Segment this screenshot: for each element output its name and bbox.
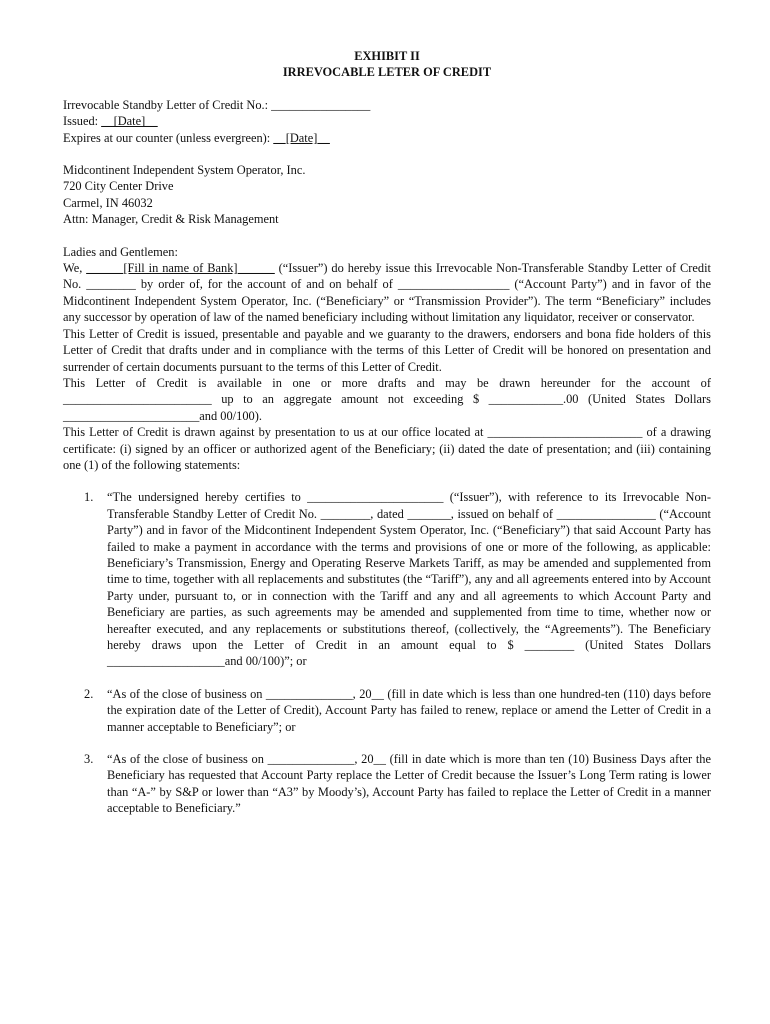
list-item-number: 3.: [84, 752, 94, 767]
issued-label: Issued:: [63, 114, 102, 129]
expires-label: Expires at our counter (unless evergreen):: [63, 130, 274, 145]
paragraph-issuance-text: (“Issuer”) do hereby issue this Irrevocable Non-Transferable Standby Letter of Credit No. ________ by order of, for the account of and on behalf of __________________ (“Account Party”) and in favor of the Midcontinent Independent System Operator, Inc. (“Beneficiary” or “Transmission Provider”). The term “Beneficiary” includes any successor by operation of law of the named beneficiary including without limitation any liquidator, receiver or conservator.: [63, 261, 711, 325]
address-line: Carmel, IN 46032: [63, 195, 153, 210]
list-item: [63, 686, 711, 735]
paragraph-we: We,: [63, 261, 87, 276]
statement-list: [63, 489, 711, 816]
lc-number-blank: ________________: [271, 97, 371, 112]
document-page: [63, 48, 711, 833]
lc-number-label: Irrevocable Standby Letter of Credit No.:: [63, 97, 272, 112]
paragraph-availability: This Letter of Credit is available in one or more drafts and may be drawn hereunder for the account of ________________________ up to an aggregate amount not exceeding $ ____________.00 (United States Dollars ______________________and 00/100).: [63, 375, 711, 423]
expires-date-placeholder: __[Date]__: [273, 130, 330, 145]
address-attention: Attn: Manager, Credit & Risk Management: [63, 212, 279, 227]
salutation: Ladies and Gentlemen:: [63, 244, 178, 259]
address-line: 720 City Center Drive: [63, 179, 174, 194]
list-item: [63, 751, 711, 817]
list-item-text: “As of the close of business on ______________, 20__ (fill in date which is more than ten (10) Business Days after the Beneficiary has requested that Account Party replace the Letter of Credit because the Issuer’s Long Term rating is lower than “A-” by S&P or lower than “A3” by Moody’s), Account Party has failed to replace the Letter of Credit in a manner acceptable to Beneficiary.”: [107, 752, 711, 816]
list-item-text: “As of the close of business on ______________, 20__ (fill in date which is less than one hundred-ten (110) days before the expiration date of the Letter of Credit), Account Party has failed to renew, replace or amend the Letter of Credit in a manner acceptable to Beneficiary”; or: [107, 686, 711, 734]
address-line: Midcontinent Independent System Operator, Inc.: [63, 163, 306, 178]
paragraph-presentation: This Letter of Credit is drawn against by presentation to us at our office located at _________________________ of a drawing certificate: (i) signed by an officer or authorized agent of the Beneficiary; (ii) dated the date of presentation; and (iii) containing one (1) of the following statements:: [63, 425, 711, 472]
paragraph-guaranty: This Letter of Credit is issued, presentable and payable and we guaranty to the drawers, endorsers and bona fide holders of this Letter of Credit that drafts under and in compliance with the terms of this Letter of Credit will be honored on presentation and surrender of certain documents pursuant to the terms of this Letter of Credit.: [63, 326, 711, 374]
issued-line: [63, 113, 711, 129]
list-item-number: 1.: [84, 490, 94, 505]
exhibit-label: EXHIBIT II: [354, 49, 420, 63]
document-title: IRREVOCABLE LETER OF CREDIT: [282, 65, 492, 80]
list-item: [63, 489, 711, 669]
bank-name-placeholder: ______[Fill in name of Bank]______: [86, 261, 275, 276]
recipient-address: [63, 162, 711, 228]
issued-date-placeholder: __[Date]__: [101, 114, 158, 129]
list-item-number: 2.: [84, 686, 94, 701]
expires-line: [63, 130, 711, 146]
letter-meta: [63, 97, 711, 146]
paragraph-issuance: [63, 260, 711, 326]
list-item-text: “The undersigned hereby certifies to ______________________ (“Issuer”), with reference to its Irrevocable Non-Transferable Standby Letter of Credit No. ________, dated _______, issued on behalf of ________________ (“Account Party”) and in favor of the Midcontinent Independent System Operator, Inc. (“Beneficiary”) that said Account Party has failed to make a payment in accordance with the terms and provisions of one or more of the following, as applicable: Beneficiary’s Transmission, Energy and Operating Reserve Markets Tariff, as may be amended and supplemented from time to time, together with all replacements and substitutes (the “Tariff”), any and all agreements entered into by Account Party under, pursuant to, or in connection with the Tariff and any and all agreements to which Account Party and Beneficiary are parties, as such agreements may be amended and supplemented from time to time, whether now or hereafter executed, and any replacements or substitutions thereof, (collectively, the “Agreements”). The Beneficiary hereby draws upon the Letter of Credit in an amount equal to $ ________ (United States Dollars ___________________and 00/100)”; or: [107, 490, 711, 669]
lc-number-line: [63, 97, 711, 113]
